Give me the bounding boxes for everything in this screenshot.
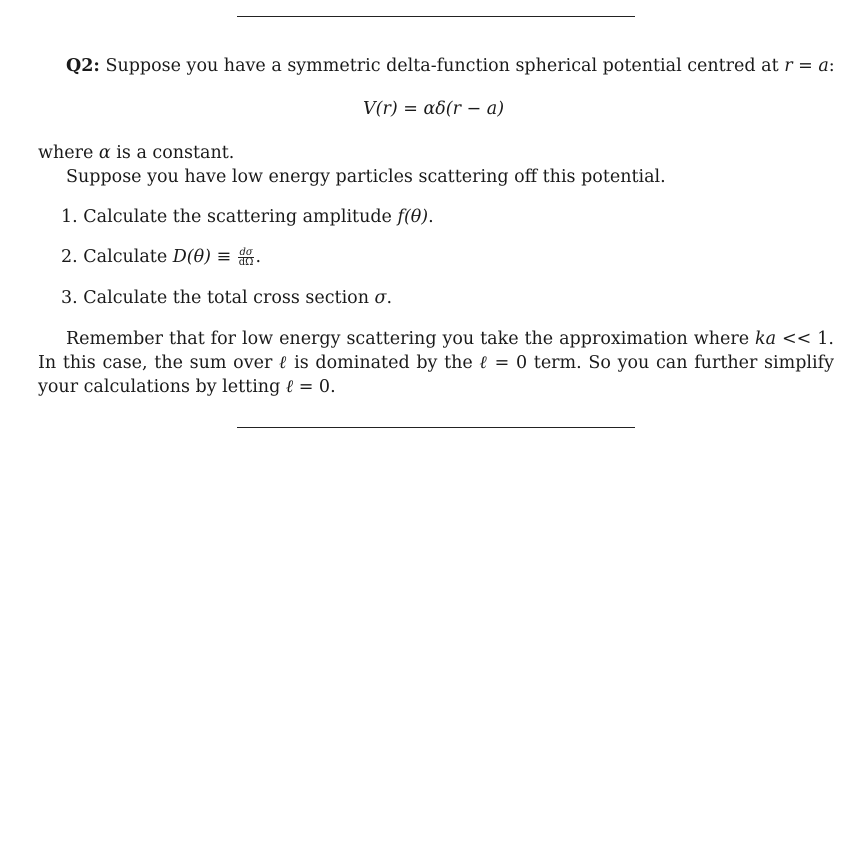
item-number: 3. [61,288,78,308]
where-math: α [98,143,111,163]
question-label: Q2: [66,56,100,76]
question-intro-math: r = a [784,56,829,76]
bottom-divider [237,427,635,428]
remember-math: ℓ [279,353,288,373]
item-end: . [255,247,262,267]
list-item [61,206,434,228]
item-text: Calculate the total cross section [83,288,375,308]
potential-equation: V(r) = αδ(r − a) [363,99,505,119]
item-math: D(θ) ≡ [172,247,237,267]
item-end: . [386,288,393,308]
question-intro: Suppose you have a symmetric delta-function spherical potential centred at [99,56,785,76]
remember-paragraph [38,327,834,399]
item-number: 1. [61,207,78,227]
suppose-line: Suppose you have low energy particles scattering off this potential. [66,167,666,187]
remember-text: = 0. [293,377,336,397]
remember-math: ka [755,329,777,349]
where-suffix: is a constant. [110,143,235,163]
item-math: f(θ) [397,207,429,227]
fraction-numerator: dσ [239,247,253,258]
list-item [61,287,392,309]
remember-math: ℓ [479,353,488,373]
item-end: . [428,207,434,227]
remember-text: is dominated by the [287,353,480,373]
question-prompt [66,55,835,77]
derivative-fraction [238,248,255,267]
question-intro-end: : [828,56,835,76]
remember-text: << 1. In this case, the sum over [38,329,834,373]
remember-text: = 0 term. So you can further simplify your calculations by letting [38,353,834,397]
item-math: σ [374,288,387,308]
remember-text: Remember that for low energy scattering you take the approximation where [66,329,756,349]
fraction-denominator: dΩ [238,257,254,268]
list-item [61,246,261,268]
where-line [38,142,234,164]
top-divider [237,16,635,17]
where-prefix: where [38,143,99,163]
item-number: 2. [61,247,78,267]
remember-math: ℓ [285,377,294,397]
item-text: Calculate the scattering amplitude [83,207,398,227]
item-text: Calculate [83,247,173,267]
